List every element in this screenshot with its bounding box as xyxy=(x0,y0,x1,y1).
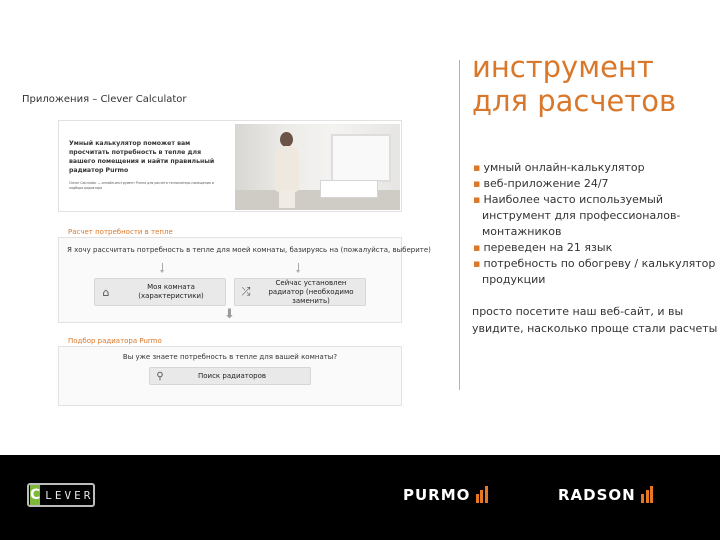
home-icon: ⌂ xyxy=(102,285,110,299)
chevron-down-icon: ⬇ xyxy=(224,307,235,322)
purmo-logo xyxy=(403,485,488,503)
hero-text xyxy=(69,139,229,191)
outro-text xyxy=(472,303,720,337)
photo-radiator xyxy=(320,180,378,198)
purmo-bars-icon xyxy=(474,485,488,503)
my-room-option-label: Моя комната (характеристики) xyxy=(138,283,204,300)
slide-subtitle: Приложения – Clever Calculator xyxy=(22,94,187,105)
feature-item: ▪ переведен на 21 язык xyxy=(473,241,613,254)
clever-logo xyxy=(27,483,95,507)
bullet-icon: ▪ xyxy=(473,257,481,270)
hero-description: Clever Calculator — онлайн-инструмент Purmo для расчёта теплопотерь помещения и подбора радиатора xyxy=(69,181,214,190)
feature-list xyxy=(473,160,720,288)
feature-item: ▪ потребность по обогреву / калькулятор xyxy=(473,257,716,270)
radiator-selection-section-title: Подбор радиатора Purmo xyxy=(68,337,162,345)
heat-calc-question: Я хочу рассчитать потребность в тепле для моей комнаты, базируясь на (пожалуйста, выберите) xyxy=(67,246,431,254)
replace-radiator-option-button[interactable] xyxy=(234,278,366,306)
clever-logo-wordmark: LEVER xyxy=(45,488,94,502)
heat-calc-section-title: Расчет потребности в тепле xyxy=(68,228,173,236)
radson-wordmark: RADSON xyxy=(558,486,636,504)
feature-item: ▪ Наиболее часто используемый xyxy=(473,193,664,206)
arrow-down-icon xyxy=(298,263,299,271)
radson-logo xyxy=(558,485,653,503)
vertical-divider xyxy=(459,60,460,390)
photo-person-legs xyxy=(279,190,295,208)
hero-headline: Умный калькулятор поможет вам просчитать потребность в тепле для вашего помещения и найти правильный радиатор Purmo xyxy=(69,140,215,174)
bullet-icon: ▪ xyxy=(473,161,481,174)
search-icon: ⚲ xyxy=(156,370,164,382)
feature-item-continuation: продукции xyxy=(482,273,546,286)
search-radiators-label: Поиск радиаторов xyxy=(197,372,267,380)
radiator-selection-question: Вы уже знаете потребность в тепле для вашей комнаты? xyxy=(122,353,338,361)
arrow-down-icon xyxy=(162,263,163,271)
app-hero-banner xyxy=(58,120,402,212)
search-radiators-button[interactable] xyxy=(149,367,311,385)
calculator-app-screenshot xyxy=(58,120,431,410)
feature-item-continuation: инструмент для профессионалов- xyxy=(482,209,681,222)
slide-title xyxy=(472,50,676,118)
purmo-wordmark: PURMO xyxy=(403,486,471,504)
photo-person-head xyxy=(280,132,293,147)
bullet-icon: ▪ xyxy=(473,241,481,254)
replace-radiator-option-label: Сейчас установлен радиатор (необходимо заменить) xyxy=(268,278,354,305)
slide-title-line-2: для расчетов xyxy=(472,84,677,118)
feature-item: ▪ умный онлайн-калькулятор xyxy=(473,161,645,174)
photo-window xyxy=(331,134,391,182)
slide-title-line-1: инструмент xyxy=(472,50,654,84)
photo-person-body xyxy=(275,146,299,192)
feature-item-continuation: монтажников xyxy=(482,225,562,238)
radson-bars-icon xyxy=(640,485,654,503)
feature-item: ▪ веб-приложение 24/7 xyxy=(473,177,609,190)
outro-line-2: увидите, насколько проще стали расчеты xyxy=(472,322,718,335)
bullet-icon: ▪ xyxy=(473,177,481,190)
outro-line-1: просто посетите наш веб-сайт, и вы xyxy=(472,305,684,318)
hero-photo xyxy=(235,124,400,210)
shuffle-icon: ⤮ xyxy=(241,285,251,298)
bullet-icon: ▪ xyxy=(473,193,481,206)
radiator-selection-panel xyxy=(58,346,402,406)
my-room-option-button[interactable] xyxy=(94,278,226,306)
clever-logo-mark: C xyxy=(30,487,41,503)
